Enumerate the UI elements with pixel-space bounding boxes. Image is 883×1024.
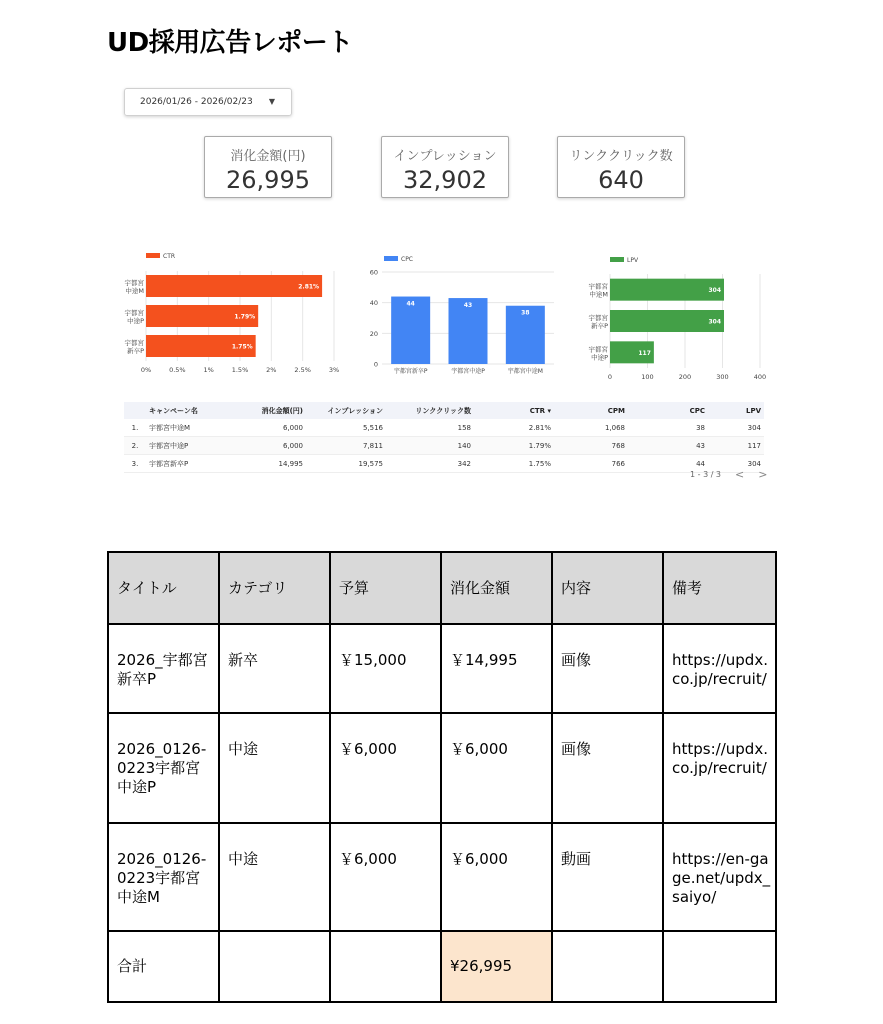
kpi-value: 26,995	[226, 166, 310, 194]
table-cell: 画像	[552, 624, 663, 713]
y-tick-label: 新卒P	[127, 347, 144, 355]
page-title: UD採用広告レポート	[107, 28, 353, 58]
table-cell: 2026_0126- 0223宇都宮 中途P	[108, 713, 219, 823]
ctr-bar-chart	[110, 248, 345, 380]
bar	[146, 275, 322, 297]
legend-swatch	[384, 256, 398, 261]
legend-label: CTR	[163, 253, 176, 260]
table-cell: 44	[696, 459, 705, 468]
table-cell: 7,811	[362, 441, 383, 450]
y-tick-label: 宇都宮	[124, 309, 144, 317]
header-cell[interactable]: CTR ▾	[529, 406, 551, 415]
x-tick-label: 宇都宮中途M	[507, 368, 543, 375]
y-tick-label: 宇都宮	[588, 314, 608, 322]
table-cell: 1.	[131, 423, 139, 432]
x-tick-label: 0.5%	[169, 366, 186, 374]
table-cell: 2.81%	[528, 423, 551, 432]
table-cell: 新卒	[219, 624, 330, 713]
campaign-table	[124, 402, 764, 473]
table-cell: 6,000	[282, 441, 303, 450]
header-cell[interactable]: インプレッション	[327, 406, 383, 415]
header-cell: 内容	[552, 552, 663, 624]
header-cell[interactable]: CPC	[689, 406, 705, 415]
table-row	[108, 713, 776, 823]
table-cell: 中途	[219, 713, 330, 823]
x-tick-label: 1%	[203, 366, 214, 374]
y-tick-label: 中途M	[125, 287, 144, 295]
table-cell: 1.75%	[528, 459, 551, 468]
table-cell: ￥6,000	[330, 713, 441, 823]
table-cell: 動画	[552, 823, 663, 931]
table-cell: 38	[696, 423, 705, 432]
table-cell: 中途	[219, 823, 330, 931]
kpi-value: 32,902	[403, 166, 487, 194]
table-cell: 5,516	[362, 423, 383, 432]
table-cell: 宇都宮中途M	[149, 423, 191, 432]
x-tick-label: 2.5%	[294, 366, 311, 374]
table-cell: ￥14,995	[441, 624, 552, 713]
x-tick-label: 3%	[328, 366, 340, 374]
table-cell: https://updx. co.jp/recruit/	[663, 624, 776, 713]
table-cell: 140	[457, 441, 471, 450]
total-row	[108, 931, 776, 1002]
table-cell: 43	[696, 441, 705, 450]
kpi-label: リンククリック数	[569, 149, 673, 164]
table-cell: 2.	[131, 441, 139, 450]
table-cell: ￥6,000	[441, 823, 552, 931]
y-tick-label: 宇都宮	[588, 282, 608, 291]
table-row	[124, 455, 764, 473]
y-tick-label: 中途M	[589, 290, 608, 299]
table-cell: 1.79%	[528, 441, 551, 450]
table-cell: 766	[611, 459, 625, 468]
kpi-spend	[204, 136, 332, 198]
table-cell: ￥6,000	[330, 823, 441, 931]
bar-data-label: 43	[463, 302, 473, 310]
x-tick-label: 200	[678, 373, 692, 381]
table-cell: 宇都宮新卒P	[149, 459, 189, 468]
table-cell: 342	[457, 459, 471, 468]
date-range-picker[interactable]	[124, 88, 292, 116]
cpc-bar-chart	[360, 252, 560, 378]
header-cell[interactable]: リンククリック数	[415, 406, 471, 415]
table-cell: 304	[747, 423, 761, 432]
x-tick-label: 400	[753, 373, 767, 381]
table-cell: 1,068	[604, 423, 625, 432]
y-tick-label: 20	[369, 329, 378, 338]
x-tick-label: 300	[716, 373, 729, 381]
x-tick-label: 0%	[140, 366, 152, 374]
bar	[610, 279, 724, 301]
kpi-link-clicks	[557, 136, 685, 198]
table-cell: 2026_0126- 0223宇都宮 中途M	[108, 823, 219, 931]
y-tick-label: 中途P	[591, 353, 608, 362]
kpi-impressions	[381, 136, 509, 198]
y-tick-label: 中途P	[127, 317, 144, 325]
table-header-row	[124, 402, 764, 419]
y-tick-label: 宇都宮	[588, 345, 608, 354]
header-cell: カテゴリ	[219, 552, 330, 624]
table-cell: ￥6,000	[441, 713, 552, 823]
table-cell: 158	[457, 423, 471, 432]
pagination	[690, 468, 767, 481]
header-cell: 予算	[330, 552, 441, 624]
table-cell: https://updx. co.jp/recruit/	[663, 713, 776, 823]
table-cell: 2026_宇都宮 新卒P	[108, 624, 219, 713]
header-cell[interactable]: CPM	[607, 406, 625, 415]
kpi-value: 640	[598, 166, 644, 194]
table-cell: 768	[611, 441, 625, 450]
bar-data-label: 304	[708, 318, 721, 326]
bar-data-label: 38	[521, 309, 530, 317]
pagination-label: 1 - 3 / 3	[690, 470, 722, 479]
y-tick-label: 40	[369, 299, 378, 308]
bar-data-label: 304	[708, 287, 721, 295]
table-cell: 117	[747, 441, 761, 450]
header-cell[interactable]: キャンペーン名	[149, 406, 198, 415]
header-cell: 消化金額	[441, 552, 552, 624]
budget-table	[107, 551, 777, 1003]
bar-data-label: 44	[406, 300, 415, 308]
kpi-label: インプレッション	[393, 149, 497, 164]
legend-swatch	[610, 257, 624, 262]
table-row	[124, 437, 764, 455]
x-tick-label: 2%	[266, 366, 277, 374]
table-cell: https://en-ga ge.net/updx_ saiyo/	[663, 823, 776, 931]
chevron-left-icon[interactable]: <	[735, 468, 745, 481]
table-cell: 画像	[552, 713, 663, 823]
x-tick-label: 0	[607, 373, 613, 381]
y-tick-label: 新卒P	[591, 322, 608, 330]
x-tick-label: 宇都宮新卒P	[393, 368, 428, 375]
bar-data-label: 117	[638, 349, 651, 357]
legend-label: CPC	[401, 256, 413, 263]
x-tick-label: 宇都宮中途P	[451, 368, 485, 375]
header-cell[interactable]: LPV	[745, 406, 761, 415]
x-tick-label: 100	[641, 373, 654, 381]
table-header-row	[108, 552, 776, 624]
caret-down-icon: ▼	[268, 97, 275, 106]
total-value: ¥26,995	[441, 931, 552, 1002]
table-cell: ￥15,000	[330, 624, 441, 713]
table-cell: 304	[747, 459, 761, 468]
lpv-bar-chart	[580, 252, 770, 382]
bar-data-label: 1.79%	[234, 313, 256, 321]
x-tick-label: 1.5%	[231, 366, 249, 374]
header-cell[interactable]: 消化金額(円)	[261, 406, 303, 415]
table-cell: 14,995	[278, 459, 303, 468]
chevron-right-icon[interactable]: >	[758, 468, 768, 481]
kpi-label: 消化金額(円)	[230, 149, 306, 164]
header-cell: タイトル	[108, 552, 219, 624]
table-cell	[552, 931, 663, 1002]
table-cell: 宇都宮中途P	[149, 441, 189, 450]
table-cell	[219, 931, 330, 1002]
legend-swatch	[146, 253, 160, 258]
total-label: 合計	[108, 931, 219, 1002]
table-row	[108, 823, 776, 931]
table-cell: 3.	[131, 459, 139, 468]
table-cell	[663, 931, 776, 1002]
y-tick-label: 60	[369, 268, 378, 277]
y-tick-label: 宇都宮	[124, 339, 144, 347]
table-cell: 6,000	[282, 423, 303, 432]
legend-label: LPV	[627, 257, 639, 264]
bar-data-label: 2.81%	[298, 283, 320, 291]
y-tick-label: 宇都宮	[124, 279, 144, 287]
table-cell: 19,575	[358, 459, 383, 468]
header-cell: 備考	[663, 552, 776, 624]
table-row	[124, 419, 764, 437]
table-cell	[330, 931, 441, 1002]
date-range-label: 2026/01/26 - 2026/02/23	[140, 97, 253, 107]
bar-data-label: 1.75%	[231, 343, 253, 351]
table-row	[108, 624, 776, 713]
bar	[610, 310, 724, 332]
y-tick-label: 0	[373, 360, 378, 369]
